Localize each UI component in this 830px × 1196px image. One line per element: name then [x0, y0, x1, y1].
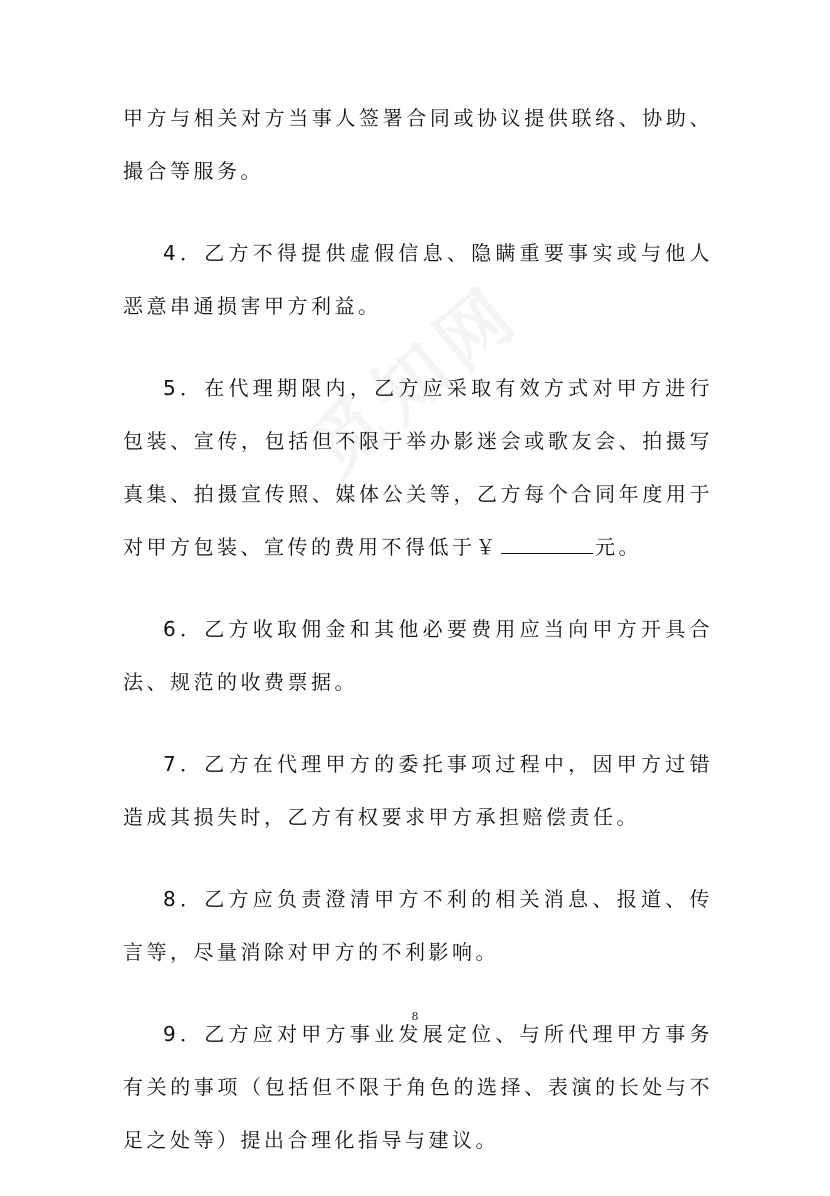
amount-blank-field — [501, 535, 593, 554]
paragraph-item-5-suffix: 元。 — [595, 535, 642, 559]
paragraph-item-5-text: 5．在代理期限内，乙方应采取有效方式对甲方进行包装、宣传，包括但不限于举办影迷会或歌友会、拍摄写真集、拍摄宣传照、媒体公关等，乙方每个合同年度用于对甲方包装、宣传的费用不得低于￥ — [123, 376, 713, 559]
paragraph-item-8: 8．乙方应负责澄清甲方不利的相关消息、报道、传言等，尽量消除对甲方的不利影响。 — [123, 887, 713, 964]
paragraph-item-7: 7．乙方在代理甲方的委托事项过程中，因甲方过错造成其损失时，乙方有权要求甲方承担赔偿责任。 — [123, 752, 713, 829]
document-body — [123, 92, 713, 1196]
paragraph-continuation: 甲方与相关对方当事人签署合同或协议提供联络、协助、撮合等服务。 — [123, 106, 713, 183]
page-number: 8 — [411, 1010, 419, 1023]
paragraph-item-4: 4．乙方不得提供虚假信息、隐瞒重要事实或与他人恶意串通损害甲方利益。 — [123, 241, 713, 318]
paragraph-item-6: 6．乙方收取佣金和其他必要费用应当向甲方开具合法、规范的收费票据。 — [123, 617, 713, 694]
paragraph-item-9: 9．乙方应对甲方事业发展定位、与所代理甲方事务有关的事项（包括但不限于角色的选择、表演的长处与不足之处等）提出合理化指导与建议。 — [123, 1022, 713, 1152]
paragraph-item-5 — [123, 362, 713, 574]
